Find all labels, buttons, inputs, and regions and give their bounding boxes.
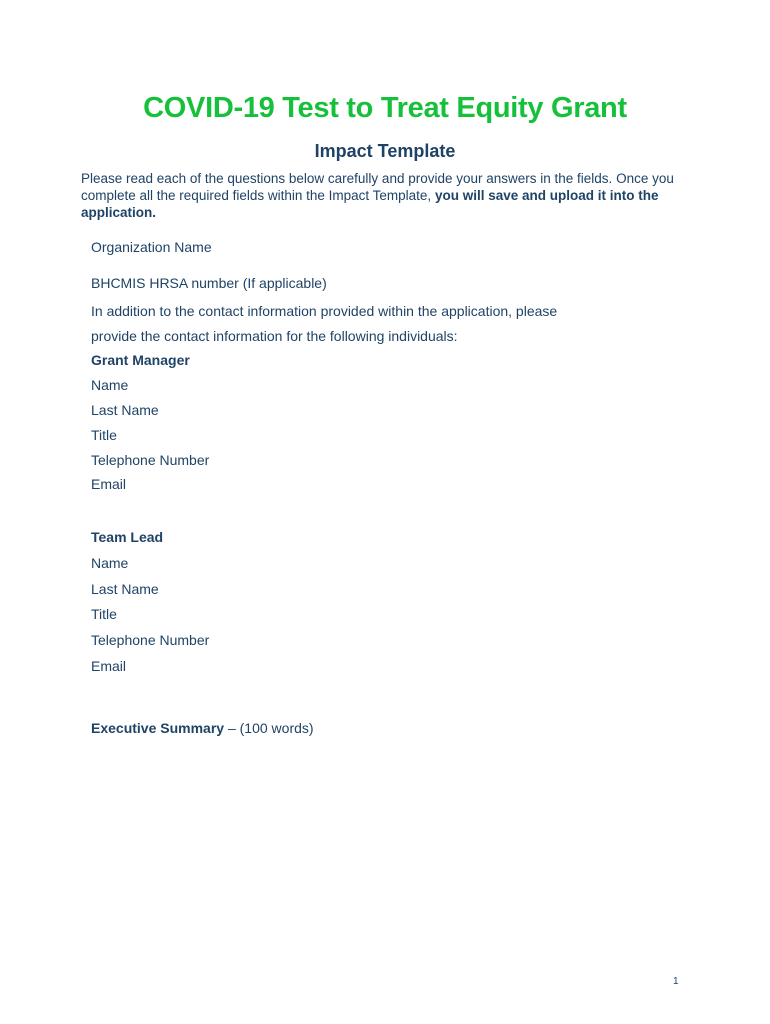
grant-manager-telephone-label: Telephone Number (91, 452, 210, 468)
team-lead-title-label: Title (91, 606, 117, 622)
team-lead-last-name-label: Last Name (91, 581, 159, 597)
contact-instructions-line-1: In addition to the contact information provided within the application, please (91, 303, 558, 319)
team-lead-telephone-label: Telephone Number (91, 632, 210, 648)
intro-bold-text: you will save and upload it into the application. (81, 188, 659, 220)
grant-manager-title-label: Title (91, 427, 117, 443)
organization-name-label: Organization Name (91, 239, 212, 255)
document-subtitle: Impact Template (314, 141, 456, 161)
intro-text: Please read each of the questions below carefully and provide your answers in the fields. Once you complete all the required fields within the Impact Template, (81, 171, 674, 203)
team-lead-email-label: Email (91, 658, 127, 674)
grant-manager-email-label: Email (91, 476, 127, 492)
hrsa-number-label: BHCMIS HRSA number (If applicable) (91, 275, 327, 291)
executive-summary-line (91, 720, 314, 736)
contact-instructions-line-2: provide the contact information for the following individuals: (91, 328, 458, 344)
team-lead-name-label: Name (91, 555, 129, 571)
intro-paragraph (81, 170, 701, 221)
executive-summary-word-limit: – (100 words) (224, 720, 314, 736)
team-lead-heading: Team Lead (91, 529, 164, 545)
grant-manager-last-name-label: Last Name (91, 402, 159, 418)
document-title: COVID-19 Test to Treat Equity Grant (143, 92, 627, 124)
page-number: 1 (673, 976, 679, 987)
grant-manager-heading: Grant Manager (91, 352, 190, 368)
executive-summary-heading: Executive Summary (91, 720, 225, 736)
grant-manager-name-label: Name (91, 377, 129, 393)
